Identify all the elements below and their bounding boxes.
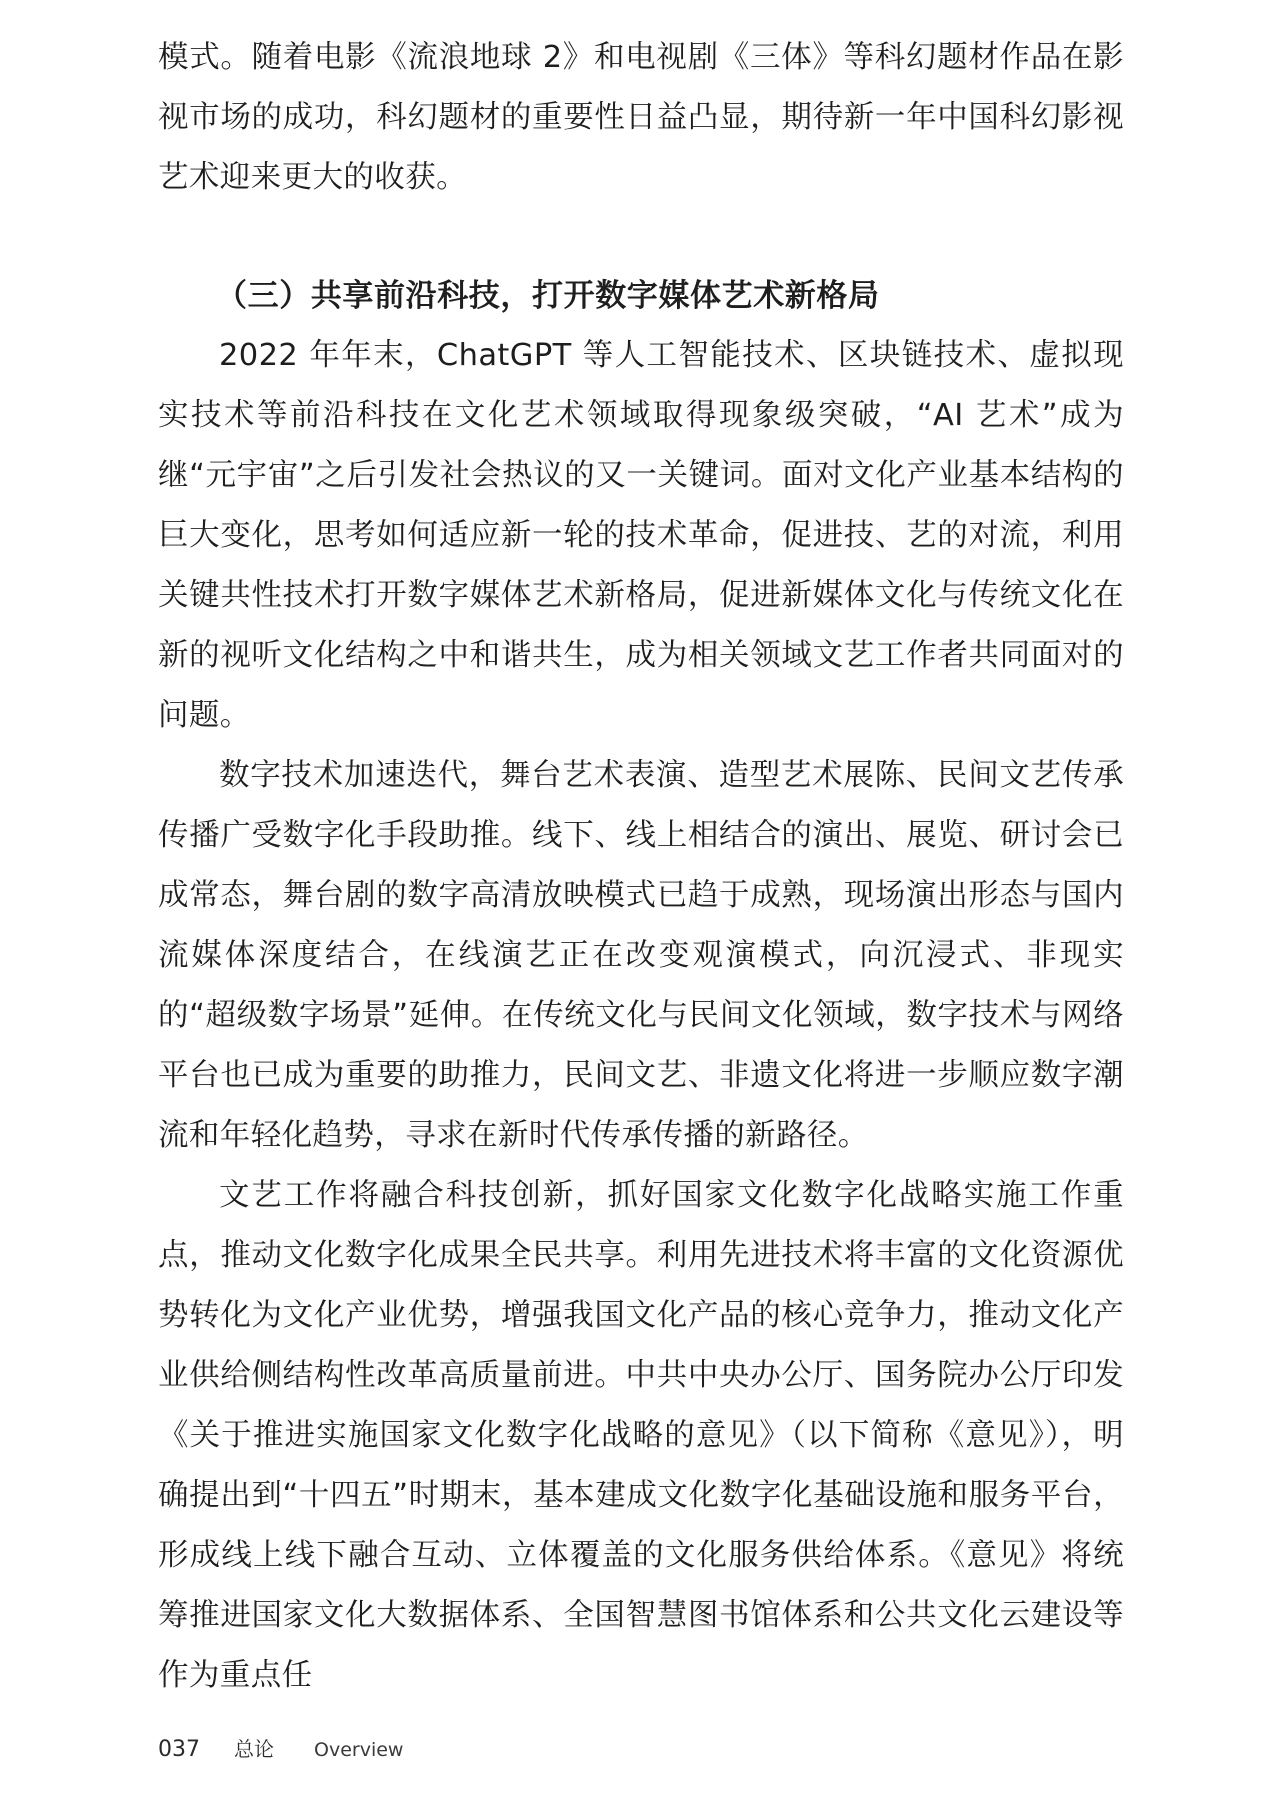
text-block-section	[158, 266, 1124, 1706]
section-name-english: Overview	[314, 1739, 404, 1761]
paragraph-ai-art: 2022 年年末，ChatGPT 等人工智能技术、区块链技术、虚拟现实技术等前沿科技在文化艺术领域取得现象级突破，“AI 艺术”成为继“元宇宙”之后引发社会热议的又一关键词。面对文化产业基本结构的巨大变化，思考如何适应新一轮的技术革命，促进技、艺的对流，利用关键共性技术打开数字媒体艺术新格局，促进新媒体文化与传统文化在新的视听文化结构之中和谐共生，成为相关领域文艺工作者共同面对的问题。	[158, 338, 1124, 733]
paragraph-continuation: 模式。随着电影《流浪地球 2》和电视剧《三体》等科幻题材作品在影视市场的成功，科幻题材的重要性日益凸显，期待新一年中国科幻影视艺术迎来更大的收获。	[158, 40, 1124, 195]
paragraph-digitalization-strategy: 文艺工作将融合科技创新，抓好国家文化数字化战略实施工作重点，推动文化数字化成果全民共享。利用先进技术将丰富的文化资源优势转化为文化产业优势，增强我国文化产品的核心竞争力，推动文化产业供给侧结构性改革高质量前进。中共中央办公厅、国务院办公厅印发《关于推进实施国家文化数字化战略的意见》（以下简称《意见》），明确提出到“十四五”时期末，基本建成文化数字化基础设施和服务平台，形成线上线下融合互动、立体覆盖的文化服务供给体系。《意见》将统筹推进国家文化大数据体系、全国智慧图书馆体系和公共文化云建设等作为重点任	[158, 1178, 1124, 1693]
section-name-chinese: 总论	[234, 1737, 274, 1761]
page-footer	[158, 1733, 403, 1763]
section-heading: （三）共享前沿科技，打开数字媒体艺术新格局	[216, 278, 880, 314]
paragraph-digital-tech: 数字技术加速迭代，舞台艺术表演、造型艺术展陈、民间文艺传承传播广受数字化手段助推。线下、线上相结合的演出、展览、研讨会已成常态，舞台剧的数字高清放映模式已趋于成熟，现场演出形态与国内流媒体深度结合，在线演艺正在改变观演模式，向沉浸式、非现实的“超级数字场景”延伸。在传统文化与民间文化领域，数字技术与网络平台也已成为重要的助推力，民间文艺、非遗文化将进一步顺应数字潮流和年轻化趋势，寻求在新时代传承传播的新路径。	[158, 758, 1124, 1153]
page-number: 037	[158, 1737, 200, 1762]
text-block-top	[158, 28, 1124, 208]
